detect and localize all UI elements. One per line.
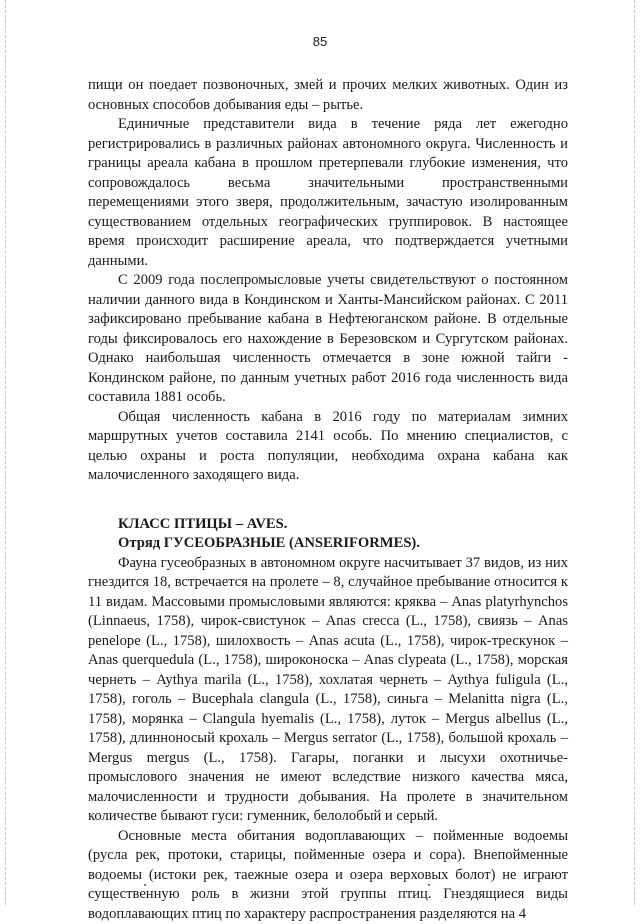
section-spacer (88, 486, 568, 515)
paragraph: Основные места обитания водоплавающих – пойменные водоемы (русла рек, протоки, старицы, пойменные озера и сора). Внепойменные водоемы (истоки рек, таежные озера и озера верховых болот) не играют существенную роль в жизни этой группы птиц. Гнездящиеся виды водоплавающих птиц по характеру распространения разделяются на 4 (88, 827, 568, 924)
page-number: 85 (0, 34, 640, 49)
paragraph-continuation: пищи он поедает позвоночных, змей и прочих мелких животных. Один из основных способов добывания еды – рытье. (88, 76, 568, 115)
page-edge-right (634, 0, 635, 905)
paragraph: Фауна гусеобразных в автономном округе насчитывает 37 видов, из них гнездится 18, встречается на пролете – 8, случайное пребывание относится к 11 видам. Массовыми промысловыми являются: кряква – Anas platyrhynchos (Linnaeus, 1758), чирок-свистунок – Anas crecca (L., 1758), свиязь – Anas penelope (L., 1758), шилохвость – Anas acuta (L., 1758), чирок-трескунок – Anas querquedula (L., 1758), широконоска – Anas clypeata (L., 1758), морская чернеть – Aythya marila (L., 1758), хохлатая чернеть – Aythya fuligula (L., 1758), гоголь – Bucephala clangula (L., 1758), синьга – Melanitta nigra (L., 1758), морянка – Clangula hyemalis (L., 1758), луток – Mergus albellus (L., 1758), длинноносый крохаль – Mergus serrator (L., 1758), большой крохаль – Mergus mergus (L., 1758). Гагары, поганки и лысухи охотничье-промыслового значения не имеют вследствие низкого качества мяса, малочисленности и трудности добывания. На пролете в значительном количестве бывают гуси: гуменник, белолобый и серый. (88, 554, 568, 827)
class-heading: КЛАСС ПТИЦЫ – AVES. (88, 515, 568, 535)
paragraph: Единичные представители вида в течение ряда лет ежегодно регистрировались в различных районах автономного округа. Численность и границы ареала кабана в прошлом претерпевали глубокие изменения, что сопровождалось весьма значительными пространственными перемещениями этого зверя, продолжительным, зачастую изолированным существованием отдельных географических группировок. В настоящее время происходит расширение ареала, что подтверждается учетными данными. (88, 115, 568, 271)
scan-speck (144, 884, 146, 886)
scan-speck (428, 884, 430, 886)
paragraph: Общая численность кабана в 2016 году по материалам зимних маршрутных учетов составила 2141 особь. По мнению специалистов, с целью охраны и роста популяции, необходима охрана кабана как малочисленного заходящего вида. (88, 408, 568, 486)
paragraph: С 2009 года послепромысловые учеты свидетельствуют о постоянном наличии данного вида в Кондинском и Ханты-Мансийском районах. С 2011 зафиксировано пребывание кабана в Нефтеюганском районе. В отдельные годы фиксировалось его нахождение в Березовском и Сургутском районах. Однако наибольшая численность отмечается в зоне южной тайги - Кондинском районе, по данным учетных работ 2016 года численность вида составила 1881 особь. (88, 271, 568, 408)
body-text (88, 76, 568, 924)
order-heading: Отряд ГУСЕОБРАЗНЫЕ (ANSERIFORMES). (88, 534, 568, 554)
page-edge-left (5, 0, 6, 905)
